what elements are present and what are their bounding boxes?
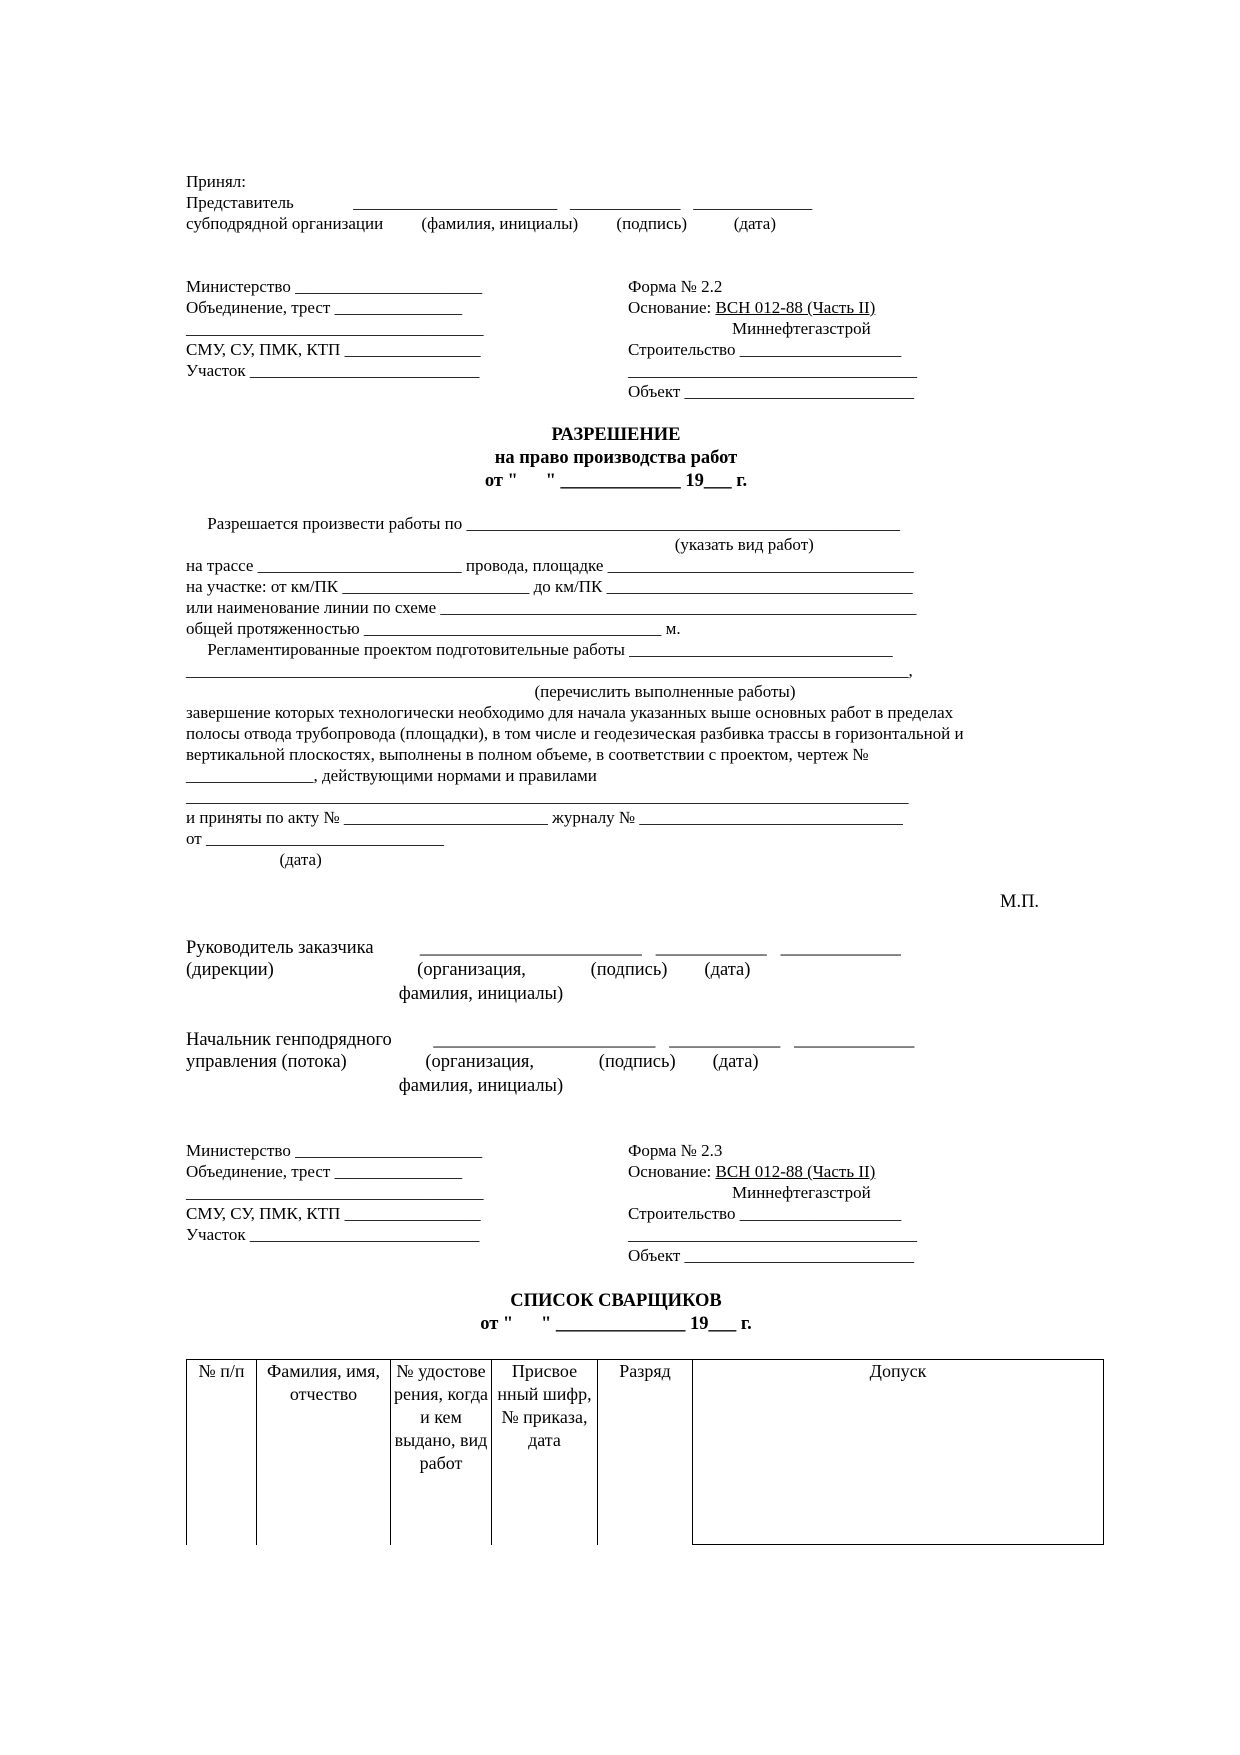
permit-subtitle: на право производства работ <box>494 448 738 468</box>
form1-basis <box>628 298 875 318</box>
accepted-representative-line: Представитель ________________________ _____________ ______________ <box>186 193 813 212</box>
permit-line-hint: (указать вид работ) <box>186 535 814 554</box>
form2-form-number: Форма № 2.3 <box>628 1141 723 1160</box>
col-admission-header: Допуск <box>693 1360 1104 1545</box>
stamp-placeholder: М.П. <box>1000 892 1040 912</box>
contractor-signature-line: Начальник генподрядного ________________________ ____________ _____________ <box>186 1030 915 1050</box>
permit-line: или наименование линии по схеме ________________________________________________________ <box>186 598 917 617</box>
form2-blank-line: __________________________________ <box>628 1225 917 1244</box>
permit-line: Регламентированные проектом подготовительные работы _______________________________ <box>186 640 893 659</box>
col-certificate-header: № удостове рения, когда и кем выдано, вид работ <box>391 1360 492 1545</box>
form1-ministry-name: Миннефтегазстрой <box>732 319 871 338</box>
permit-line: полосы отвода трубопровода (площадки), в том числе и геодезическая разбивка трассы в горизонтальной и <box>186 724 964 743</box>
contractor-signature-captions: фамилия, инициалы) <box>186 1076 564 1096</box>
permit-line-hint: (дата) <box>186 850 322 869</box>
form2-section: Участок ___________________________ <box>186 1225 480 1244</box>
permit-line: вертикальной плоскостях, выполнены в полном объеме, в соответствии с проектом, чертеж № <box>186 745 869 764</box>
accepted-label: Принял: <box>186 172 246 191</box>
customer-signature-line: Руководитель заказчика ________________________ ____________ _____________ <box>186 938 901 958</box>
permit-line-hint: (перечислить выполненные работы) <box>186 682 796 701</box>
form1-object: Объект ___________________________ <box>628 382 915 401</box>
form2-smu: СМУ, СУ, ПМК, КТП ________________ <box>186 1204 481 1223</box>
form1-section: Участок ___________________________ <box>186 361 480 380</box>
permit-line: _____________________________________________________________________________________ <box>186 787 909 806</box>
form2-ministry-name: Миннефтегазстрой <box>732 1183 871 1202</box>
customer-signature-captions: (дирекции) (организация, (подпись) (дата) <box>186 960 751 980</box>
permit-line: завершение которых технологически необходимо для начала указанных выше основных работ в пределах <box>186 703 954 722</box>
permit-line: на участке: от км/ПК ______________________ до км/ПК ____________________________________ <box>186 577 913 596</box>
accepted-subcontractor-line: субподрядной организации (фамилия, инициалы) (подпись) (дата) <box>186 214 776 233</box>
form1-construction: Строительство ___________________ <box>628 340 902 359</box>
col-number-header: № п/п <box>187 1360 257 1545</box>
form1-association: Объединение, трест _______________ <box>186 298 463 317</box>
form1-basis-link[interactable]: ВСН 012-88 (Часть II) <box>715 298 876 317</box>
form2-basis <box>628 1162 875 1182</box>
form2-construction: Строительство ___________________ <box>628 1204 902 1223</box>
col-name-header: Фамилия, имя, отчество <box>257 1360 391 1545</box>
form1-smu: СМУ, СУ, ПМК, КТП ________________ <box>186 340 481 359</box>
col-grade-header: Разряд <box>598 1360 693 1545</box>
form2-basis-link[interactable]: ВСН 012-88 (Часть II) <box>715 1162 876 1181</box>
form1-ministry: Министерство ______________________ <box>186 277 483 296</box>
customer-signature-captions: фамилия, инициалы) <box>186 984 564 1004</box>
form2-basis-label: Основание: <box>628 1162 716 1181</box>
form2-association: Объединение, трест _______________ <box>186 1162 463 1181</box>
form1-basis-label: Основание: <box>628 298 716 317</box>
permit-line: и приняты по акту № ________________________ журналу № _______________________________ <box>186 808 903 827</box>
form1-blank: ___________________________________ <box>186 319 484 338</box>
permit-date: от " " _____________ 19___ г. <box>484 471 748 491</box>
permit-line: _______________, действующими нормами и правилами <box>186 766 597 785</box>
permit-line: на трассе ________________________ провода, площадке ____________________________________ <box>186 556 914 575</box>
col-cipher-header: Присвое нный шифр, № приказа, дата <box>492 1360 598 1545</box>
welders-date: от " " ______________ 19___ г. <box>480 1314 752 1334</box>
welders-table <box>186 1359 1104 1545</box>
welders-title: СПИСОК СВАРЩИКОВ <box>510 1291 722 1311</box>
permit-title: РАЗРЕШЕНИЕ <box>551 425 681 445</box>
form2-object: Объект ___________________________ <box>628 1246 915 1265</box>
permit-line: _____________________________________________________________________________________, <box>186 661 913 680</box>
permit-line: общей протяженностью ___________________________________ м. <box>186 619 681 638</box>
permit-line: Разрешается произвести работы по ___________________________________________________ <box>186 514 900 533</box>
form1-form-number: Форма № 2.2 <box>628 277 723 296</box>
contractor-signature-captions: управления (потока) (организация, (подпись) (дата) <box>186 1052 759 1072</box>
welders-table-header-row <box>187 1360 1104 1545</box>
form2-blank: ___________________________________ <box>186 1183 484 1202</box>
form2-ministry: Министерство ______________________ <box>186 1141 483 1160</box>
permit-line: от ____________________________ <box>186 829 444 848</box>
form1-blank-line: __________________________________ <box>628 361 917 380</box>
